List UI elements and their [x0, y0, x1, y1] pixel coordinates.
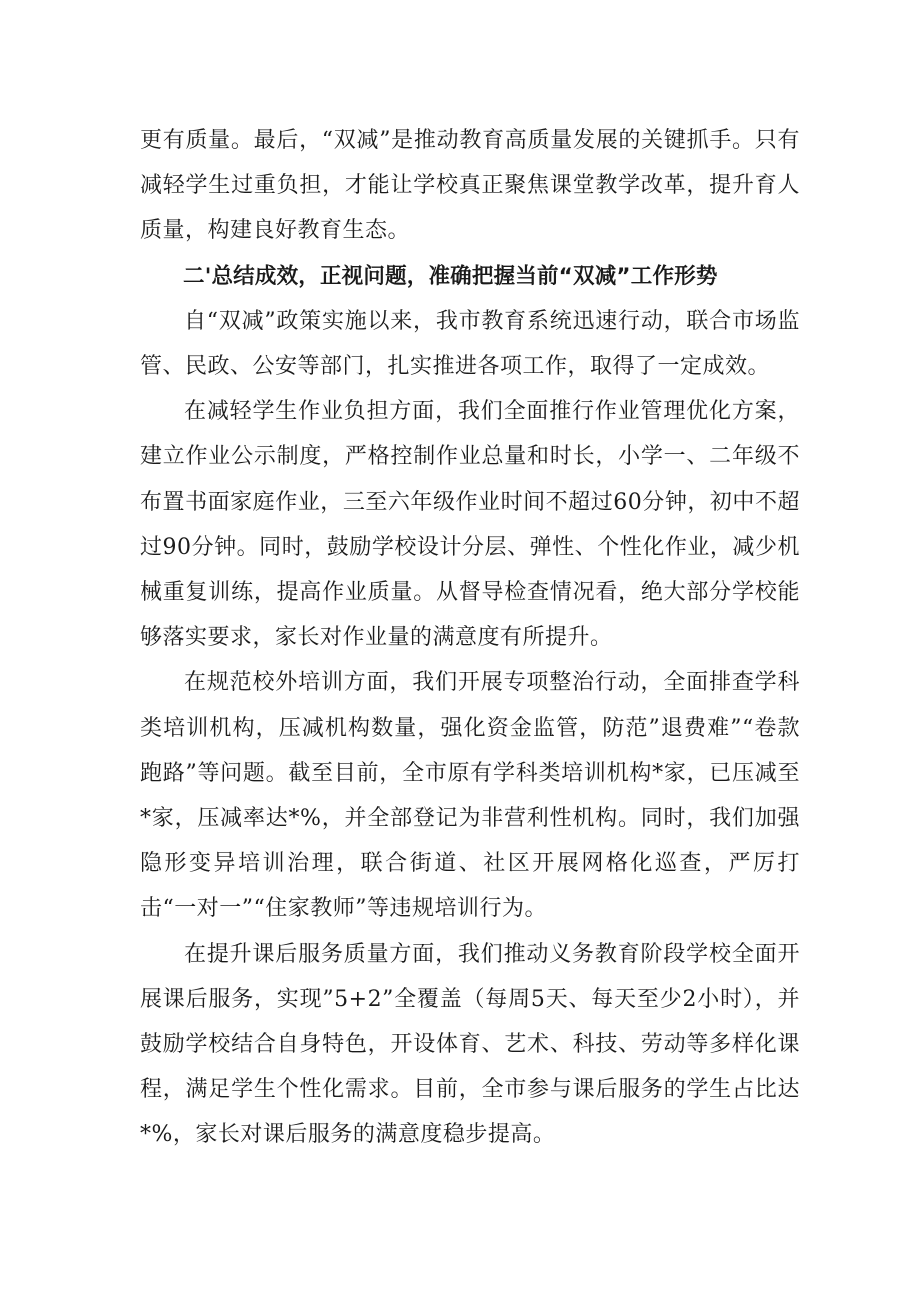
paragraph-offcampus-training: 在规范校外培训方面，我们开展专项整治行动，全面排查学科类培训机构，压减机构数量，强化资金监管，防范”退费难”“卷款跑路”等问题。截至目前，全市原有学科类培训机构*家，已压减至*家，压减率达*%，并全部登记为非营利性机构。同时，我们加强隐形变异培训治理，联合街道、社区开展网格化巡查，严厉打击“一对一”“住家教师”等违规培训行为。 [140, 670, 800, 922]
paragraph-after-school-service: 在提升课后服务质量方面，我们推动义务教育阶段学校全面开展课后服务，实现”5+2”全覆盖（每周5天、每天至少2小时），并鼓励学校结合自身特色，开设体育、艺术、科技、劳动等多样化课程，满足学生个性化需求。目前，全市参与课后服务的学生占比达*%，家长对课后服务的满意度稳步提高。 [140, 941, 800, 1148]
document-body [140, 118, 800, 1158]
paragraph-homework: 在减轻学生作业负担方面，我们全面推行作业管理优化方案，建立作业公示制度，严格控制作业总量和时长，小学一、二年级不布置书面家庭作业，三至六年级作业时间不超过60分钟，初中不超过90分钟。同时，鼓励学校设计分层、弹性、个性化作业，减少机械重复训练，提高作业质量。从督导检查情况看，绝大部分学校能够落实要求，家长对作业量的满意度有所提升。 [140, 399, 800, 651]
section-heading: 二'总结成效，正视问题，准确把握当前“双减”工作形势 [183, 263, 718, 289]
paragraph-intro: 自“双减”政策实施以来，我市教育系统迅速行动，联合市场监管、民政、公安等部门，扎实推进各项工作，取得了一定成效。 [140, 308, 800, 380]
paragraph-continuation: 更有质量。最后，“双减”是推动教育高质量发展的关键抓手。只有减轻学生过重负担，才能让学校真正聚焦课堂教学改革，提升育人质量，构建良好教育生态。 [140, 128, 800, 244]
